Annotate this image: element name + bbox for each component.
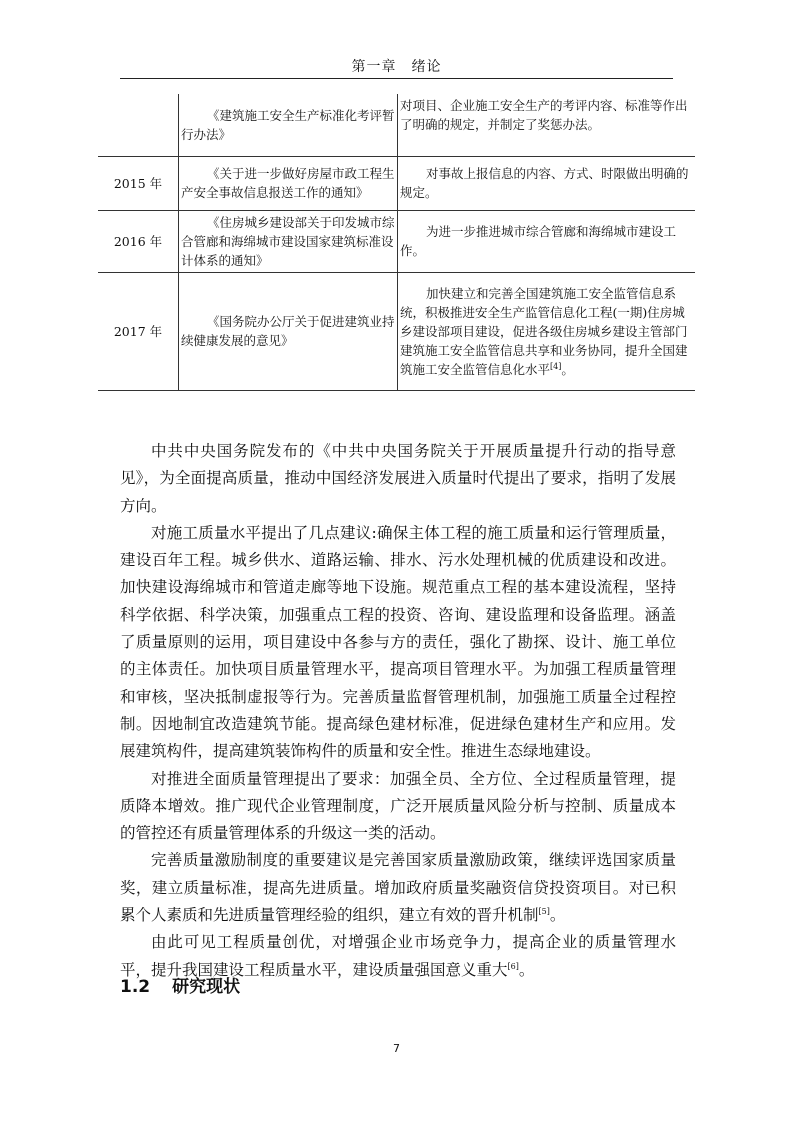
document-cell bbox=[179, 94, 398, 156]
table-row bbox=[98, 210, 695, 272]
body-text bbox=[120, 438, 676, 984]
paragraph-tail: 。 bbox=[518, 960, 535, 979]
document-cell bbox=[179, 272, 398, 390]
citation-ref: [4] bbox=[550, 361, 562, 371]
section-number: 1.2 bbox=[120, 977, 151, 997]
document-name: 《国务院办公厅关于促进建筑业持续健康发展的意见》 bbox=[181, 314, 395, 348]
document-name: 《住房城乡建设部关于印发城市综合管廊和海绵城市建设国家建筑标准设计体系的通知》 bbox=[181, 214, 395, 268]
description-cell bbox=[398, 272, 696, 390]
page-number: 7 bbox=[393, 1042, 400, 1055]
citation-ref: [6] bbox=[507, 961, 519, 971]
paragraph bbox=[120, 520, 676, 766]
running-header: 第一章 绪论 bbox=[351, 59, 442, 75]
year-cell: 2015 年 bbox=[98, 156, 179, 210]
header-rule bbox=[120, 78, 673, 79]
paragraph bbox=[120, 766, 676, 848]
document-name: 《关于进一步做好房屋市政工程生产安全事故信息报送工作的通知》 bbox=[181, 166, 395, 200]
document-cell bbox=[179, 210, 398, 272]
paragraph-text: 对施工质量水平提出了几点建议:确保主体工程的施工质量和运行管理质量，建设百年工程。城乡供水、道路运输、排水、污水处理机械的优质建设和改进。加快建设海绵城市和管道走廊等地下设施。规范重点工程的基本建设流程，坚持科学依据、科学决策，加强重点工程的投资、咨询、建设监理和设备监理。涵盖了质量原则的运用，项目建设中各参与方的责任，强化了勘探、设计、施工单位的主体责任。加快项目质量管理水平，提高项目管理水平。为加强工程质量管理和审核，坚决抵制虚报等行为。完善质量监督管理机制，加强施工质量全过程控制。因地制宜改造建筑节能。提高绿色建材标准，促进绿色建材生产和应用。发展建筑构件，提高建筑装饰构件的质量和安全性。推进生态绿地建设。 bbox=[120, 523, 676, 761]
paragraph-tail: 。 bbox=[549, 906, 566, 925]
paragraph bbox=[120, 847, 676, 929]
description-text: 对事故上报信息的内容、方式、时限做出明确的规定。 bbox=[400, 166, 689, 200]
description-tail: 。 bbox=[561, 361, 574, 377]
table-row bbox=[98, 272, 695, 390]
table-row bbox=[98, 94, 695, 156]
description-text: 为进一步推进城市综合管廊和海绵城市建设工作。 bbox=[400, 224, 677, 258]
description-cell bbox=[398, 156, 696, 210]
table-row bbox=[98, 156, 695, 210]
paragraph bbox=[120, 438, 676, 520]
section-heading bbox=[120, 972, 240, 997]
document-cell bbox=[179, 156, 398, 210]
paragraph-text: 完善质量激励制度的重要建议是完善国家质量激励政策，继续评选国家质量奖，建立质量标准，提高先进质量。增加政府质量奖融资信贷投资项目。对已积累个人素质和先进质量管理经验的组织，建立有效的晋升机制 bbox=[120, 851, 676, 925]
year-cell: 2016 年 bbox=[98, 210, 179, 272]
description-text: 加快建立和完善全国建筑施工安全监管信息系统，积极推进安全生产监管信息化工程(一期)住房城乡建设部项目建设，促进各级住房城乡建设主管部门建筑施工安全监管信息共享和业务协同，提升全国建筑施工安全监管信息化水平 bbox=[400, 285, 688, 377]
paragraph-text: 由此可见工程质量创优，对增强企业市场竞争力，提高企业的质量管理水平，提升我国建设工程质量水平，建设质量强国意义重大 bbox=[120, 933, 676, 979]
description-cell: 对项目、企业施工安全生产的考评内容、标准等作出了明确的规定，并制定了奖惩办法。 bbox=[398, 94, 696, 156]
policy-table bbox=[98, 94, 695, 391]
description-cell bbox=[398, 210, 696, 272]
citation-ref: [5] bbox=[538, 906, 550, 916]
paragraph-text: 中共中央国务院发布的《中共中央国务院关于开展质量提升行动的指导意见》，为全面提高质量，推动中国经济发展进入质量时代提出了要求，指明了发展方向。 bbox=[120, 442, 676, 515]
paragraph-text: 对推进全面质量管理提出了要求：加强全员、全方位、全过程质量管理，提质降本增效。推广现代企业管理制度，广泛开展质量风险分析与控制、质量成本的管控还有质量管理体系的升级这一类的活动。 bbox=[120, 769, 676, 843]
year-cell: 2017 年 bbox=[98, 272, 179, 390]
section-title: 研究现状 bbox=[172, 977, 241, 997]
document-name: 《建筑施工安全生产标准化考评暂行办法》 bbox=[181, 107, 395, 142]
year-cell bbox=[98, 94, 179, 156]
